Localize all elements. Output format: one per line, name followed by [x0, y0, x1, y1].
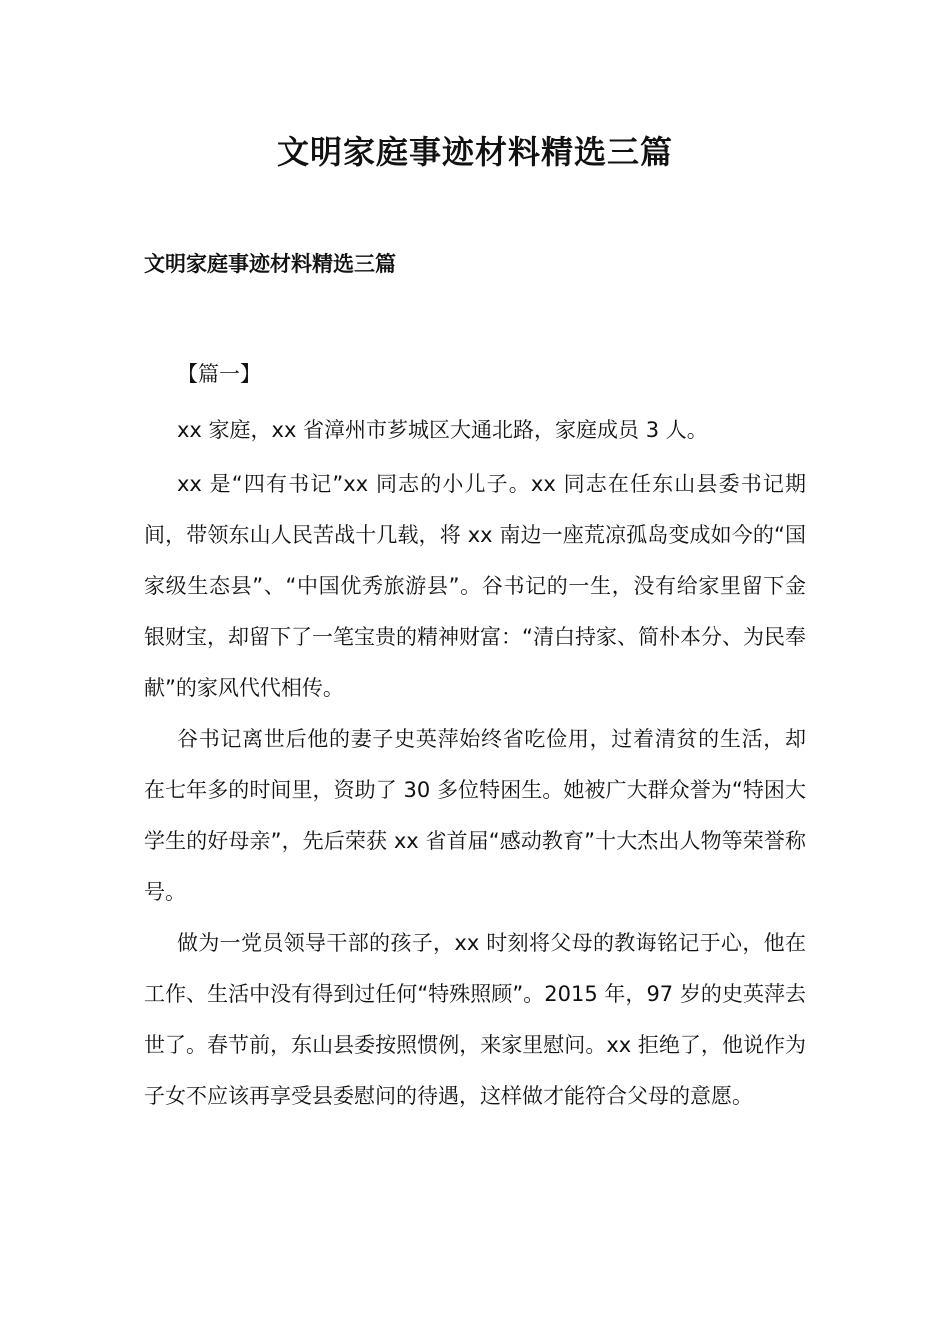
paragraph-family-history: xx 是“四有书记”xx 同志的小儿子。xx 同志在任东山县委书记期间，带领东山人民苦战十几载，将 xx 南边一座荒凉孤岛变成如今的“国家级生态县”、“中国优秀旅游县”。谷书记的一生，没有给家里留下金银财宝，却留下了一笔宝贵的精神财富：“清白持家、简朴本分、为民奉献”的家风代代相传。 — [144, 472, 806, 700]
paragraph-mother-charity: 谷书记离世后他的妻子史英萍始终省吃俭用，过着清贫的生活，却在七年多的时间里，资助了 30 多位特困生。她被广大群众誉为“特困大学生的好母亲”，先后荣获 xx 省首届“感动教育”十大杰出人物等荣誉称号。 — [144, 727, 806, 904]
paragraph-family-intro: xx 家庭，xx 省漳州市芗城区大通北路，家庭成员 3 人。 — [177, 418, 708, 442]
document-subtitle: 文明家庭事迹材料精选三篇 — [144, 252, 396, 276]
paragraph-son-conduct: 做为一党员领导干部的孩子，xx 时刻将父母的教诲铭记于心，他在工作、生活中没有得到过任何“特殊照顾”。2015 年，97 岁的史英萍去世了。春节前，东山县委按照惯例，来家里慰问。xx 拒绝了，他说作为子女不应该再享受县委慰问的待遇，这样做才能符合父母的意愿。 — [144, 931, 806, 1108]
document-title: 文明家庭事迹材料精选三篇 — [276, 133, 673, 171]
section-label: 【篇一】 — [177, 362, 261, 386]
